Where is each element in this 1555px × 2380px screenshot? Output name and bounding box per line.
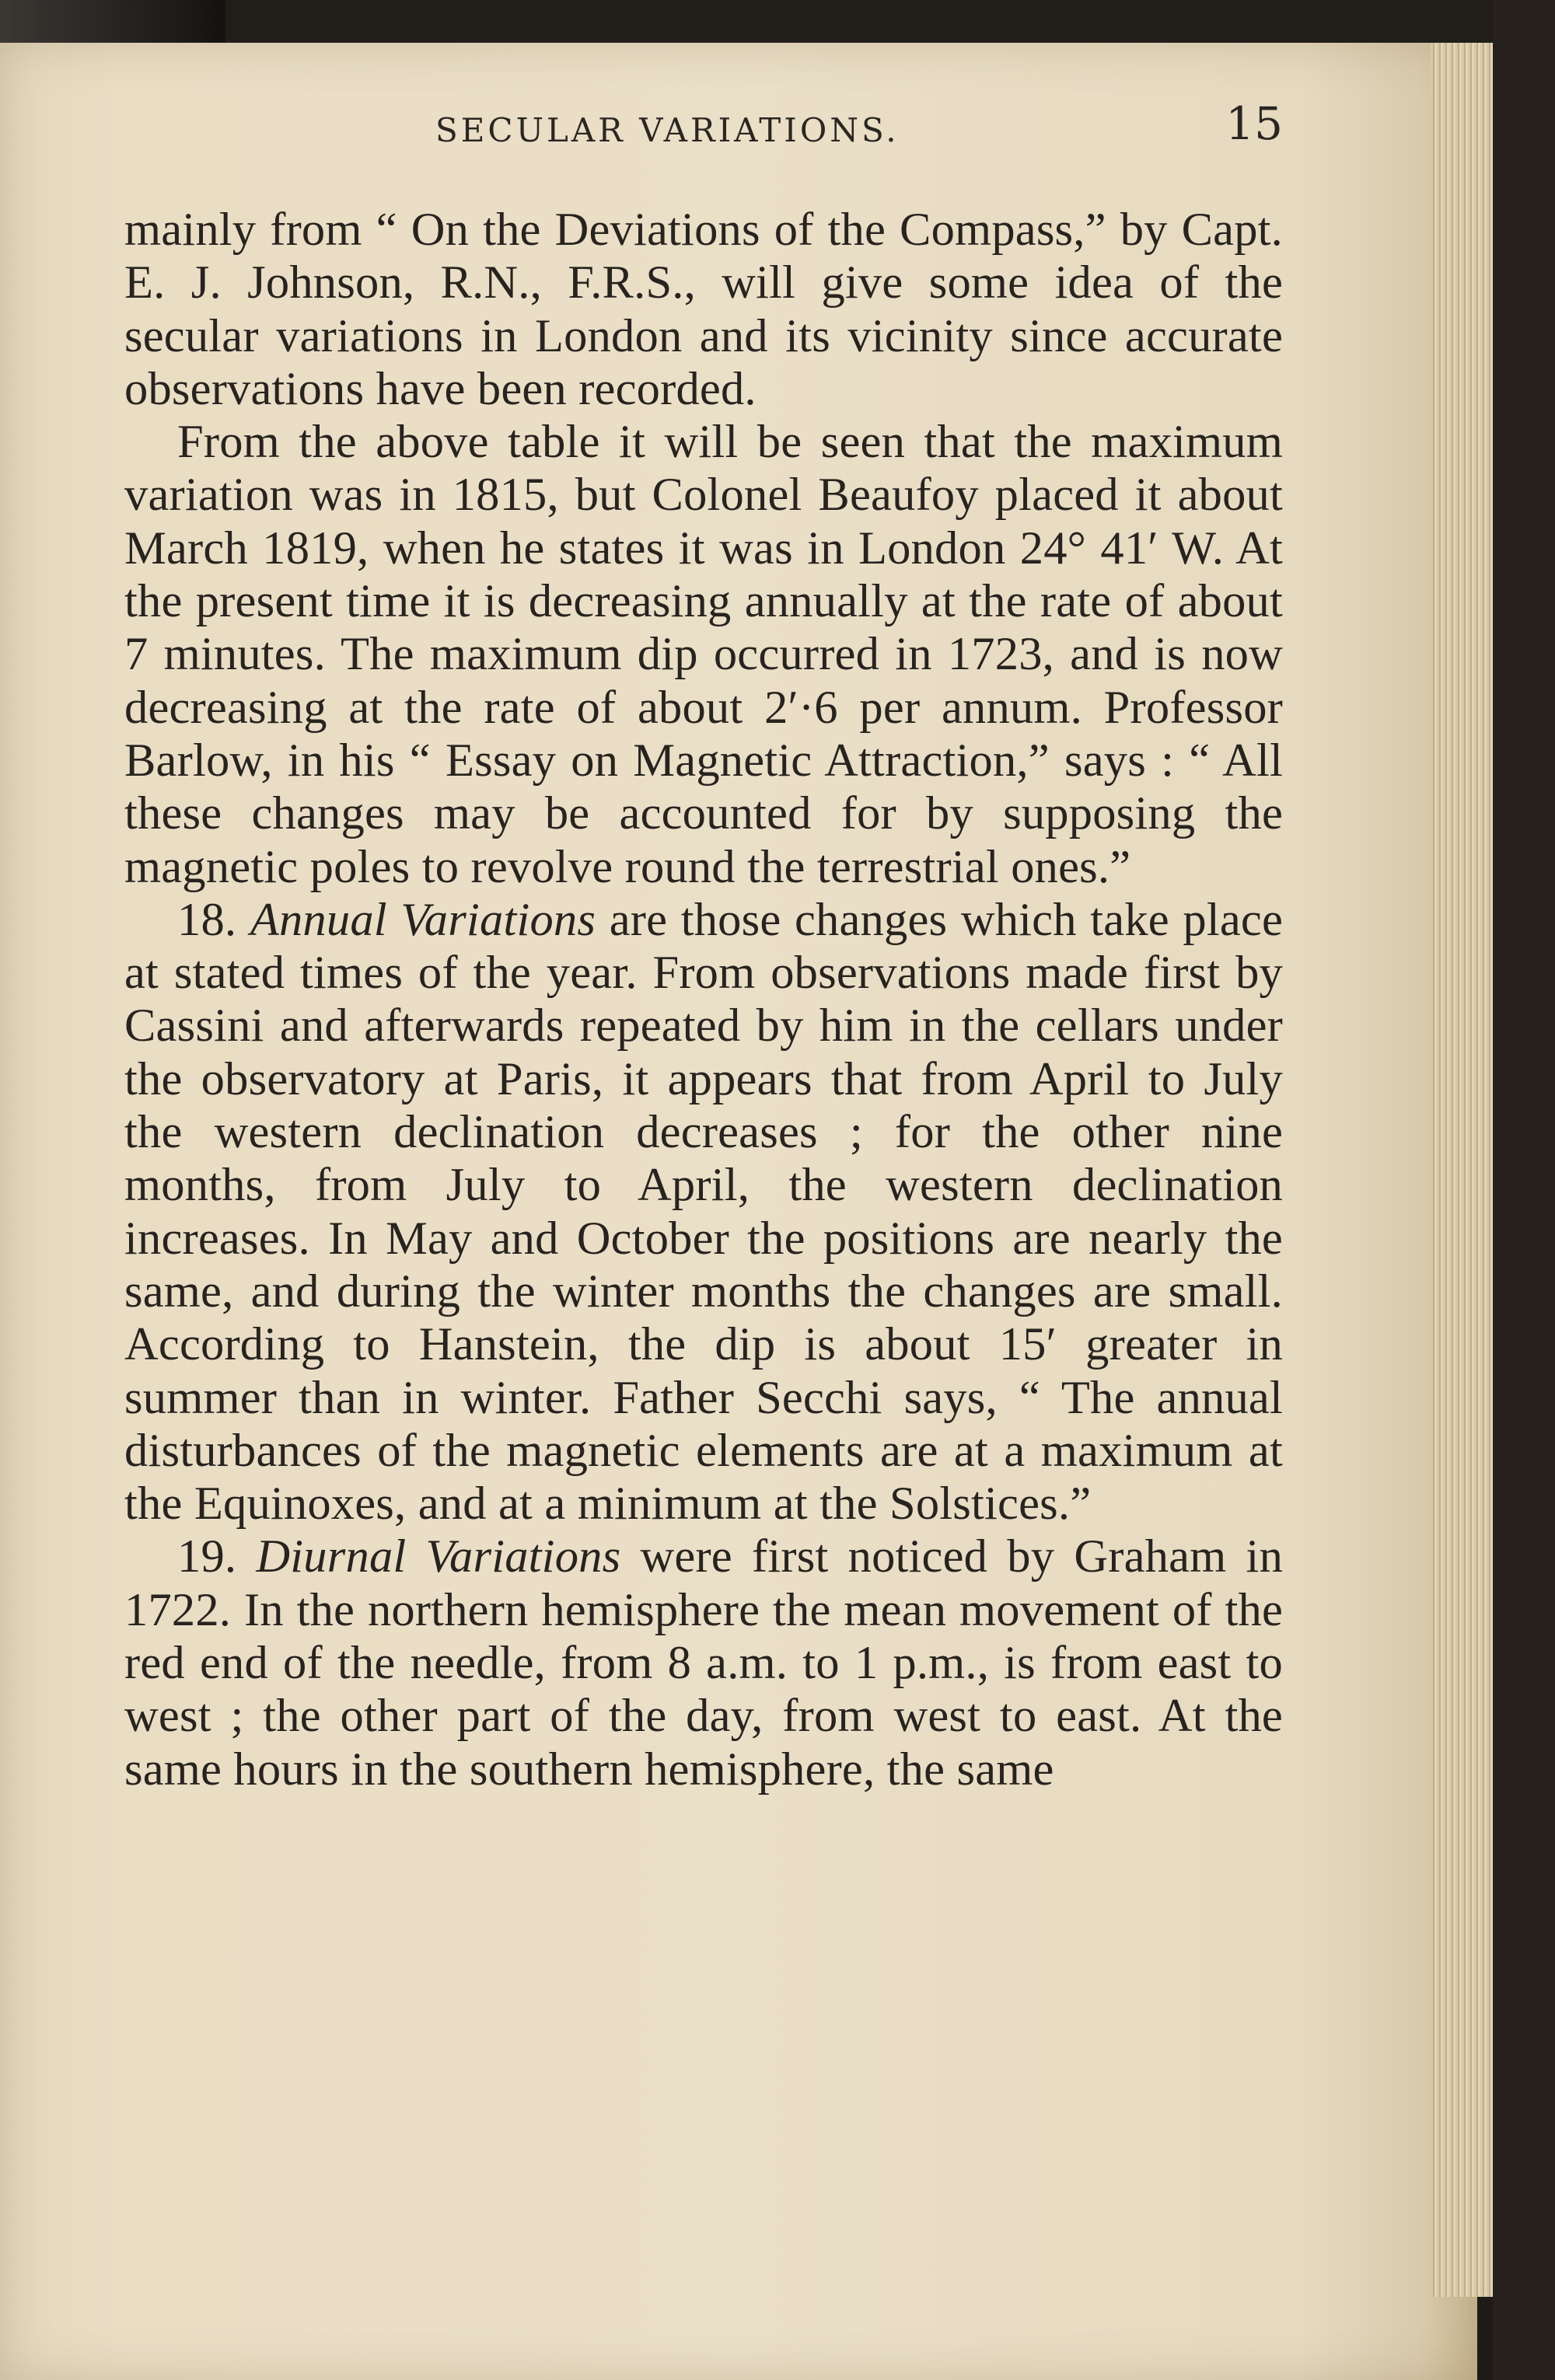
page-header	[124, 97, 1283, 159]
scan-top-corner	[0, 0, 225, 47]
section-18-text: are those changes which take place at stated times of the year. From observations made first by Cassini and afterwards repeated by him in the cellars under the observatory at Paris, it appears that from April to July the western declination decreases ; for the other nine months, from July to April, the western declination increases. In May and October the positions are nearly the same, and during the winter months the changes are small. According to Hanstein, the dip is about 15′ greater in summer than in winter. Father Secchi says, “ The annual disturbances of the magnetic elements are at a maximum at the Equinoxes, and at a minimum at the Solstices.”	[124, 893, 1284, 1530]
paragraph-maximum-variation: From the above table it will be seen that the maximum variation was in 1815, but Colonel Beaufoy placed it about March 1819, when he states it was in London 24° 41′ W. At the present time it is decreasing annually at the rate of about 7 minutes. The maximum dip occurred in 1723, and is now decreasing at the rate of about 2′·6 per annum. Professor Barlow, in his “ Essay on Magnetic Attraction,” says : “ All these changes may be accounted for by supposing the magnetic poles to revolve round the terrestrial ones.”	[124, 416, 1283, 893]
page-edges	[1431, 43, 1497, 2297]
section-18-number: 18.	[177, 893, 237, 946]
section-18-term: Annual Variations	[250, 893, 596, 946]
paragraph-continuation: mainly from “ On the Deviations of the Compass,” by Capt. E. J. Johnson, R.N., F.R.S., will give some idea of the secular variations in London and its vicinity since accurate observations have been recorded.	[124, 204, 1283, 415]
section-19-text: were first noticed by Graham in 1722. In the northern hemisphere the mean movement of the red end of the needle, from 8 a.m. to 1 p.m., is from east to west ; the other part of the day, from west to east. At the same hours in the southern hemisphere, the same	[124, 1530, 1284, 1795]
section-19-diurnal-variations	[124, 1530, 1283, 1795]
scan-top-margin	[0, 0, 1555, 47]
section-18-annual-variations	[124, 894, 1283, 1531]
running-title: SECULAR VARIATIONS.	[435, 111, 900, 149]
section-19-term: Diurnal Variations	[256, 1530, 621, 1583]
scan-right-margin	[1493, 0, 1555, 2380]
page-number: 15	[1225, 97, 1283, 150]
section-19-number: 19.	[177, 1530, 237, 1583]
body-text	[124, 204, 1283, 1796]
